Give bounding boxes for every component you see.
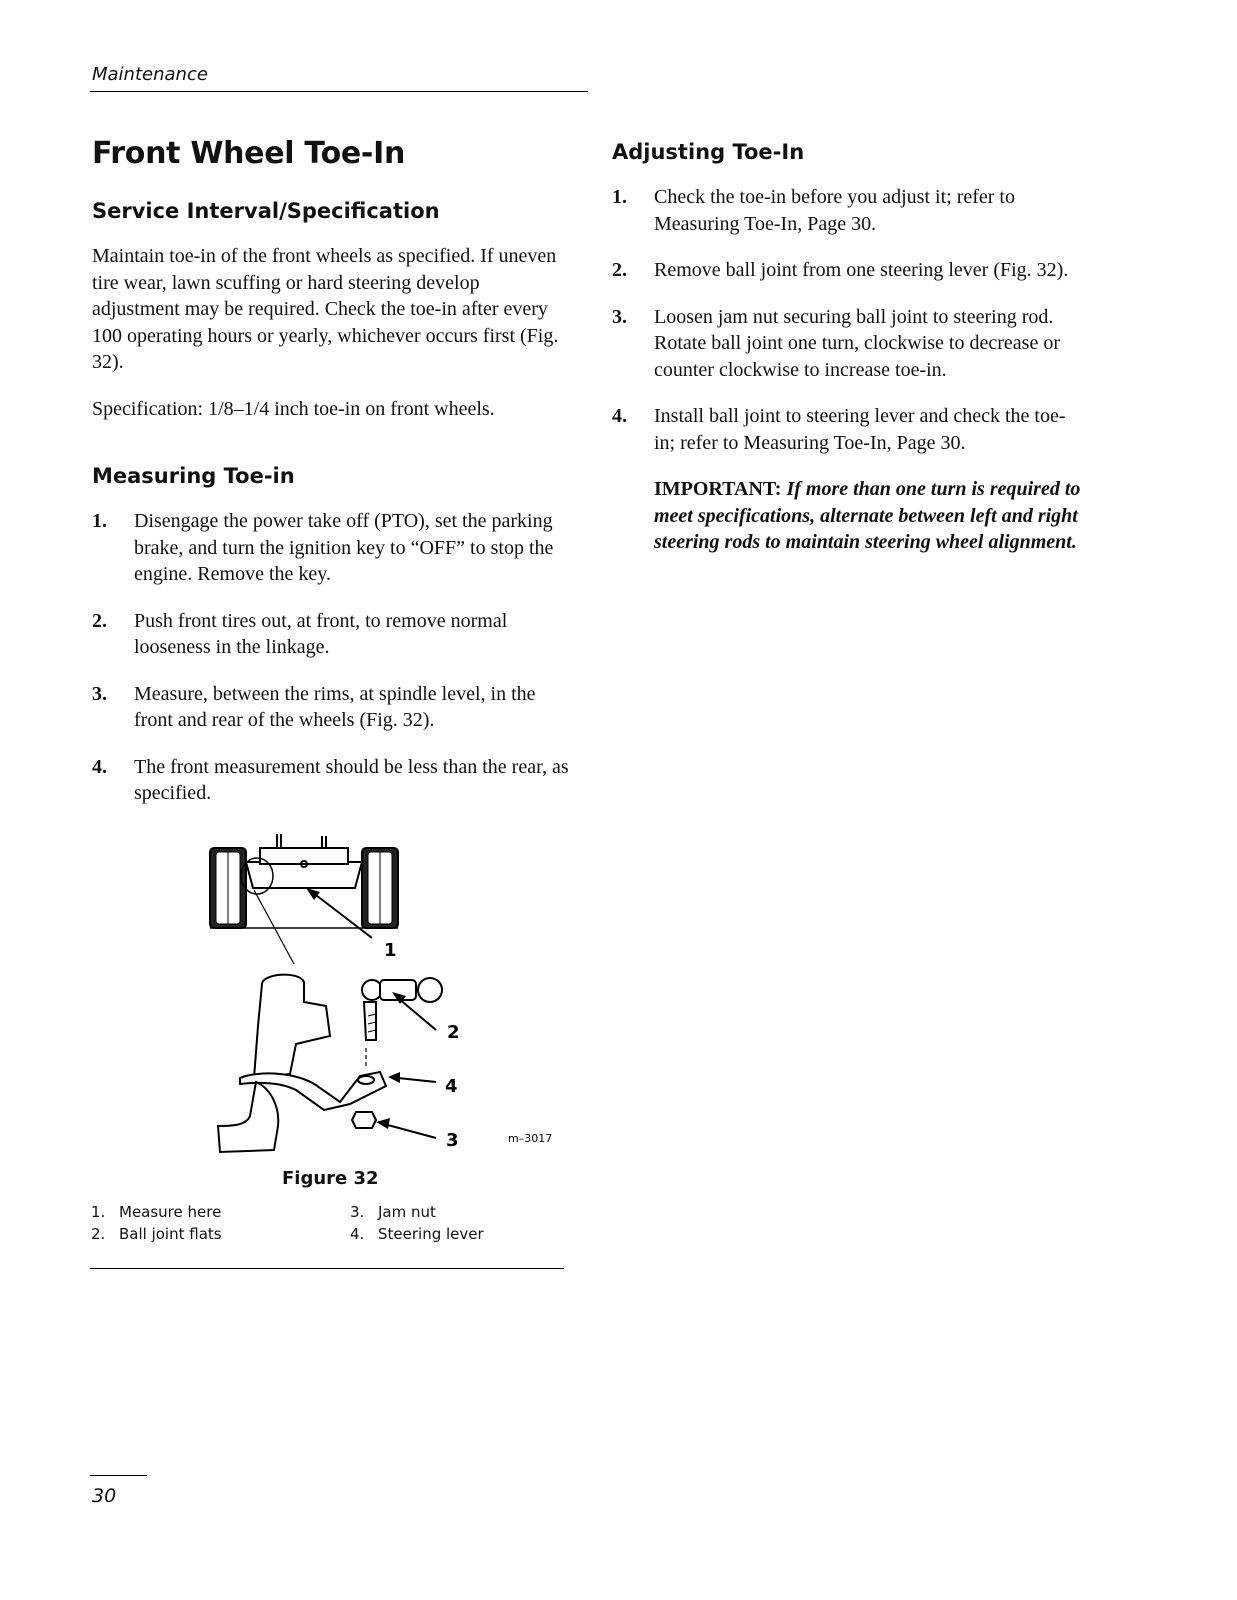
important-note — [612, 476, 1082, 556]
step-text: Measure, between the rims, at spindle level, in the front and rear of the wheels (Fig. 32). — [134, 682, 536, 731]
figure-caption: Figure 32 — [282, 1168, 379, 1189]
step-number: 4. — [92, 755, 107, 778]
figure-code: m–3017 — [508, 1132, 553, 1145]
callout-label: 3 — [446, 1130, 459, 1151]
step-text: Install ball joint to steering lever and check the toe-in; refer to Measuring Toe-In, Page 30. — [654, 405, 1066, 454]
legend-item — [350, 1203, 436, 1221]
step-number: 4. — [612, 405, 627, 427]
step-number: 2. — [92, 609, 107, 632]
adjusting-step — [612, 257, 1082, 284]
step-number: 1. — [612, 186, 627, 208]
left-column — [92, 136, 570, 807]
step-text: Disengage the power take off (PTO), set the parking brake, and turn the ignition key to “OFF” to stop the engine. Remove the key. — [134, 510, 554, 585]
figure-32-illustration — [200, 826, 580, 1162]
callout-label: 4 — [445, 1076, 458, 1097]
important-text: If more than one turn is required to meet specifications, alternate between left and right steering rods to maintain steering wheel alignment. — [654, 478, 1081, 553]
right-column — [612, 136, 1082, 556]
service-interval-heading: Service Interval/Specification — [92, 199, 440, 223]
legend-number: 3. — [350, 1203, 365, 1221]
service-paragraph: Maintain toe-in of the front wheels as specified. If uneven tire wear, lawn scuffing or hard steering develop adjustment may be required. Check the toe-in after every 100 operating hours or yearly, whichever occurs first (Fig. 32). — [92, 245, 559, 373]
specification-text: Specification: 1/8–1/4 inch toe-in on front wheels. — [92, 397, 495, 420]
legend-number: 1. — [91, 1203, 106, 1221]
page-title: Front Wheel Toe-In — [92, 136, 405, 171]
legend-item — [91, 1225, 222, 1243]
legend-item — [91, 1203, 221, 1221]
header-rule — [90, 91, 588, 92]
step-number: 2. — [612, 259, 627, 281]
measuring-step — [92, 508, 570, 588]
adjusting-heading: Adjusting Toe-In — [612, 140, 805, 164]
callout-label: 1 — [384, 940, 397, 961]
step-text: Check the toe-in before you adjust it; refer to Measuring Toe-In, Page 30. — [654, 186, 1015, 235]
legend-text: Jam nut — [378, 1203, 436, 1221]
measuring-step — [92, 608, 570, 661]
step-text: Loosen jam nut securing ball joint to steering rod. Rotate ball joint one turn, clockwise to decrease or counter clockwise to increase toe-in. — [654, 305, 1060, 381]
adjusting-step — [612, 184, 1082, 237]
legend-text: Ball joint flats — [119, 1225, 222, 1243]
legend-text: Measure here — [119, 1203, 222, 1221]
step-text: Push front tires out, at front, to remove normal looseness in the linkage. — [134, 609, 508, 658]
step-text: Remove ball joint from one steering lever (Fig. 32). — [654, 259, 1069, 281]
adjusting-step — [612, 403, 1082, 456]
front-axle-drawing — [210, 834, 398, 964]
adjusting-steps — [612, 184, 1082, 456]
measuring-heading: Measuring Toe-in — [92, 464, 295, 488]
important-label: IMPORTANT: — [654, 478, 782, 500]
step-number: 3. — [612, 305, 627, 328]
running-header: Maintenance — [92, 64, 208, 85]
step-number: 3. — [92, 682, 107, 705]
step-text: The front measurement should be less than the rear, as specified. — [134, 755, 569, 804]
legend-number: 2. — [91, 1225, 106, 1243]
step-number: 1. — [92, 510, 107, 532]
measuring-step — [92, 754, 570, 807]
legend-text: Steering lever — [378, 1225, 484, 1243]
page-number: 30 — [92, 1485, 117, 1507]
spindle-drawing — [218, 975, 442, 1152]
legend-number: 4. — [350, 1225, 365, 1243]
adjusting-step — [612, 304, 1082, 384]
measuring-step — [92, 681, 570, 734]
figure-bottom-rule — [90, 1268, 564, 1269]
callout-label: 2 — [447, 1022, 460, 1043]
measuring-steps — [92, 508, 570, 807]
footer-rule — [90, 1475, 147, 1476]
legend-item — [350, 1225, 484, 1243]
callout-arrows — [376, 992, 436, 1138]
